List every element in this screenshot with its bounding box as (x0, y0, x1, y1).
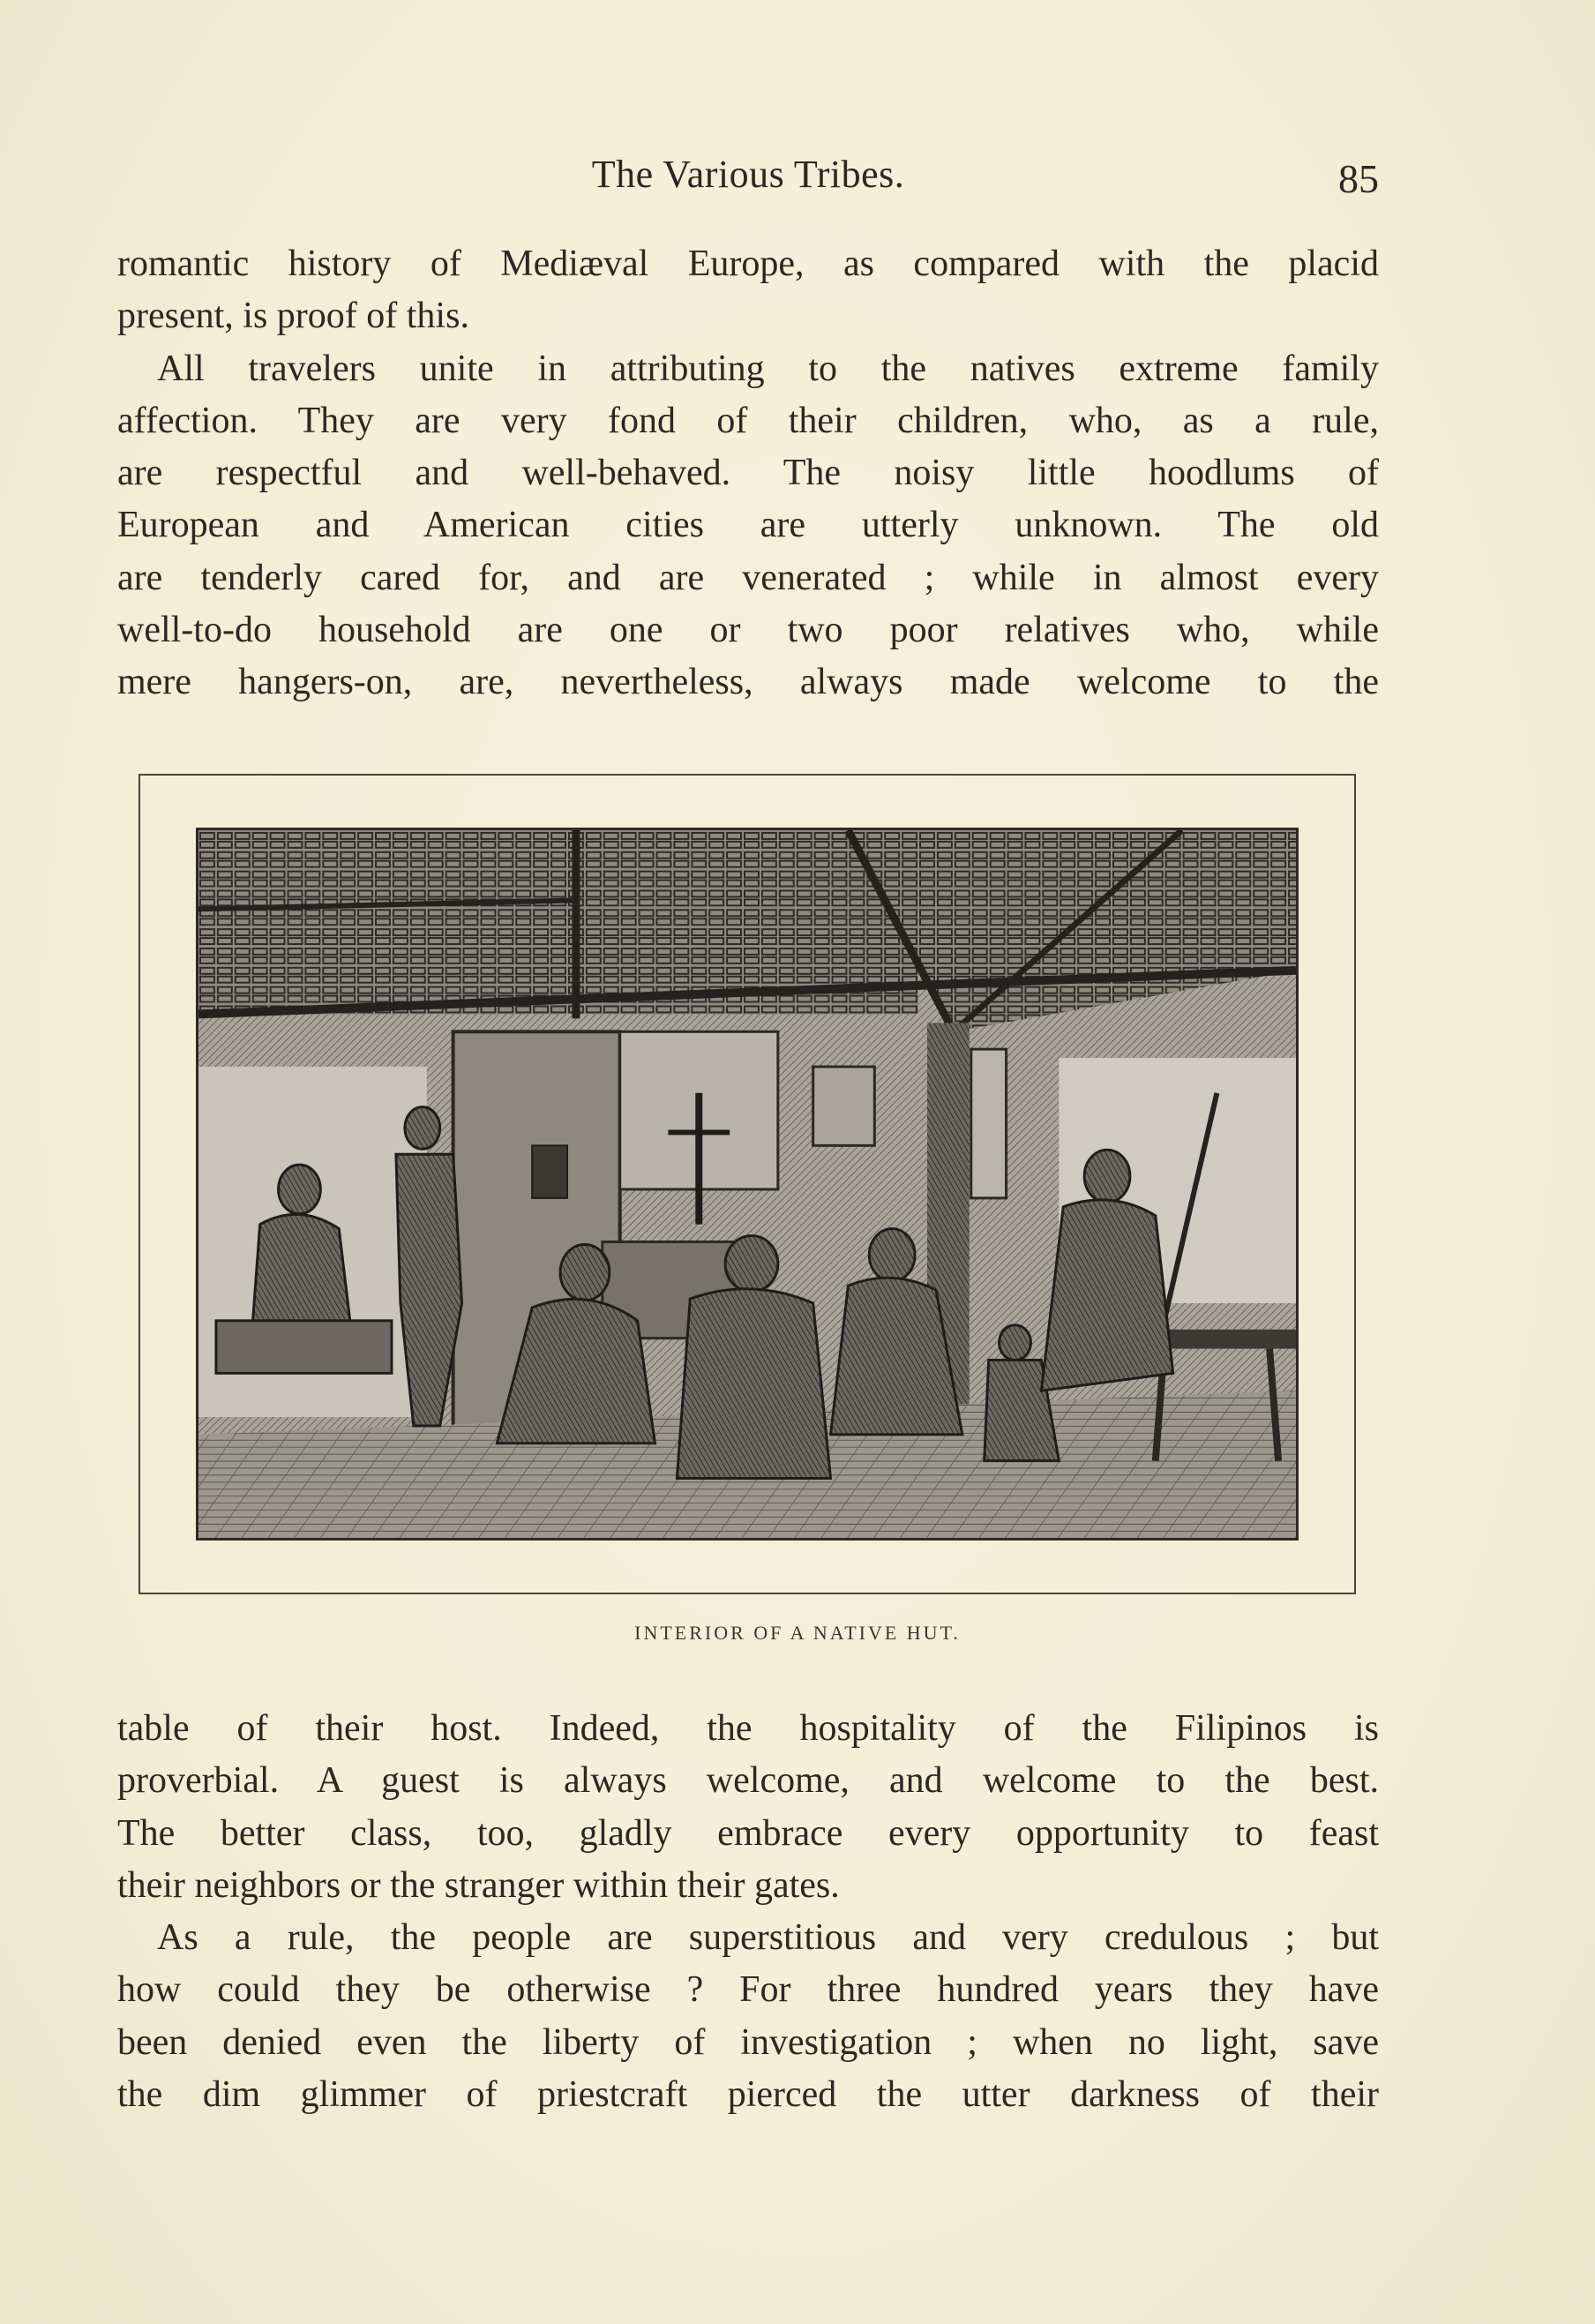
text-line: been denied even the liberty of investigation ; when no light, save (117, 2021, 1379, 2063)
text-block-top (117, 238, 1379, 709)
text-line: are tenderly cared for, and are venerated ; while in almost every (117, 557, 1379, 598)
text-line: All travelers unite in attributing to the natives extreme family (157, 348, 1379, 389)
page-header (117, 152, 1379, 205)
text-line: The better class, too, gladly embrace every opportunity to feast (117, 1812, 1379, 1854)
illustration-native-hut-interior (196, 828, 1299, 1541)
figure-caption: INTERIOR OF A NATIVE HUT. (634, 1622, 961, 1644)
text-line: well-to-do household are one or two poor relatives who, while (117, 610, 1379, 651)
running-title: The Various Tribes. (591, 153, 905, 196)
text-line: mere hangers-on, are, nevertheless, always made welcome to the (117, 662, 1379, 703)
engraving-illustration (198, 830, 1296, 1538)
text-line: romantic history of Mediæval Europe, as compared with the placid (117, 244, 1379, 284)
text-line: how could they be otherwise ? For three hundred years they have (117, 1969, 1379, 2011)
text-line: proverbial. A guest is always welcome, and welcome to the best. (117, 1760, 1379, 1802)
paragraph-family-affection (117, 343, 1379, 709)
text-line: table of their host. Indeed, the hospitality of the Filipinos is (117, 1708, 1379, 1749)
page-number: 85 (1338, 156, 1379, 201)
paragraph-superstition (117, 1912, 1379, 2121)
text-line: affection. They are very fond of their children, who, as a rule, (117, 400, 1379, 441)
paragraph-hospitality (117, 1703, 1379, 1912)
text-line: present, is proof of this. (117, 296, 469, 337)
text-line: their neighbors or the stranger within their gates. (117, 1864, 840, 1906)
text-line: European and American cities are utterly unknown. The old (117, 505, 1379, 546)
text-line: are respectful and well-behaved. The noisy little hoodlums of (117, 453, 1379, 494)
text-line: As a rule, the people are superstitious and very credulous ; but (157, 1917, 1379, 1959)
paragraph-continued (117, 238, 1379, 343)
text-line: the dim glimmer of priestcraft pierced the utter darkness of their (117, 2074, 1379, 2116)
text-block-bottom (117, 1703, 1379, 2121)
